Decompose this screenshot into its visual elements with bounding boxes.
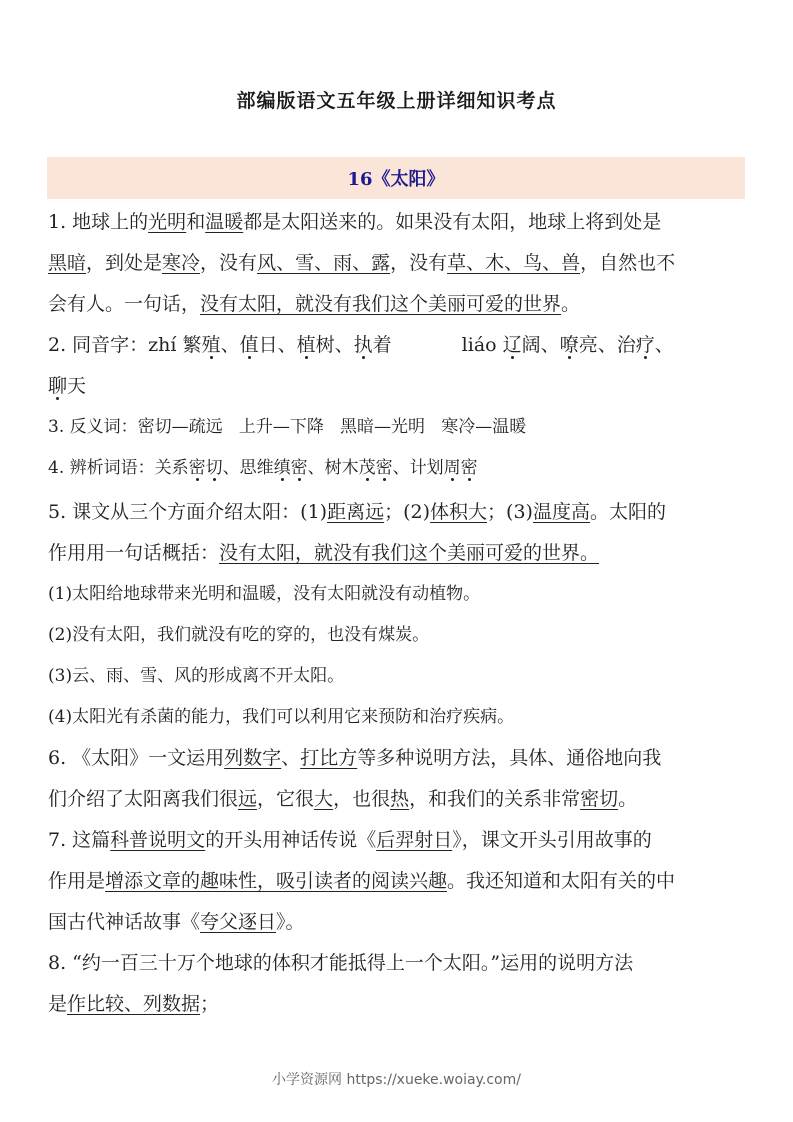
item-6-line-2: 们介绍了太阳离我们很远，它很大，也很热，和我们的关系非常密切。 [48, 788, 638, 810]
item-6-line-1: 6. 《太阳》一文运用列数字、打比方等多种说明方法，具体、通俗地向我 [48, 747, 662, 769]
item-3: 3. 反义词：密切—疏远 上升—下降 黑暗—光明 寒冷—温暖 [48, 417, 527, 437]
document-body [48, 202, 748, 1025]
item-7-line-3: 国古代神话故事《夸父逐日》。 [48, 911, 305, 933]
sub-item-2: (2)没有太阳，我们就没有吃的穿的，也没有煤炭。 [48, 625, 430, 645]
sub-item-4: (4)太阳光有杀菌的能力，我们可以利用它来预防和治疗疾病。 [48, 707, 515, 727]
sub-item-1: (1)太阳给地球带来光明和温暖，没有太阳就没有动植物。 [48, 584, 481, 604]
footer-watermark: 小学资源网 https://xueke.woiay.com/ [272, 1072, 521, 1088]
section-title: 16《太阳》 [347, 169, 445, 190]
sub-item-3: (3)云、雨、雪、风的形成离不开太阳。 [48, 666, 345, 686]
item-1-line-2: 黑暗，到处是寒冷，没有风、雪、雨、露，没有草、木、鸟、兽，自然也不 [48, 252, 676, 274]
item-8-line-2: 是作比较、列数据； [48, 993, 220, 1015]
item-4: 4. 辨析词语：关系密切、思维缜密、树木茂密、计划周密 [48, 458, 478, 478]
item-2-line-1: 2. 同音字：zhí 繁殖、值日、植树、执着 liáo 辽阔、嘹亮、治疗、 [48, 334, 674, 356]
item-7-line-2: 作用是增添文章的趣味性，吸引读者的阅读兴趣。我还知道和太阳有关的中 [48, 870, 676, 892]
item-5-line-1: 5. 课文从三个方面介绍太阳：(1)距离远；(2)体积大；(3)温度高。太阳的 [48, 501, 666, 523]
item-1-line-1: 1. 地球上的光明和温暖都是太阳送来的。如果没有太阳，地球上将到处是 [48, 211, 662, 233]
item-2-line-2: 聊天 [48, 375, 87, 397]
page-title: 部编版语文五年级上册详细知识考点 [236, 90, 557, 112]
section-header [47, 157, 745, 199]
item-8-line-1: 8. “约一百三十万个地球的体积才能抵得上一个太阳。”运用的说明方法 [48, 952, 634, 974]
item-5-line-2: 作用用一句话概括：没有太阳，就没有我们这个美丽可爱的世界。 [48, 542, 600, 564]
item-7-line-1: 7. 这篇科普说明文的开头用神话传说《后羿射日》，课文开头引用故事的 [48, 829, 652, 851]
item-1-line-3: 会有人。一句话，没有太阳，就没有我们这个美丽可爱的世界。 [48, 293, 581, 315]
